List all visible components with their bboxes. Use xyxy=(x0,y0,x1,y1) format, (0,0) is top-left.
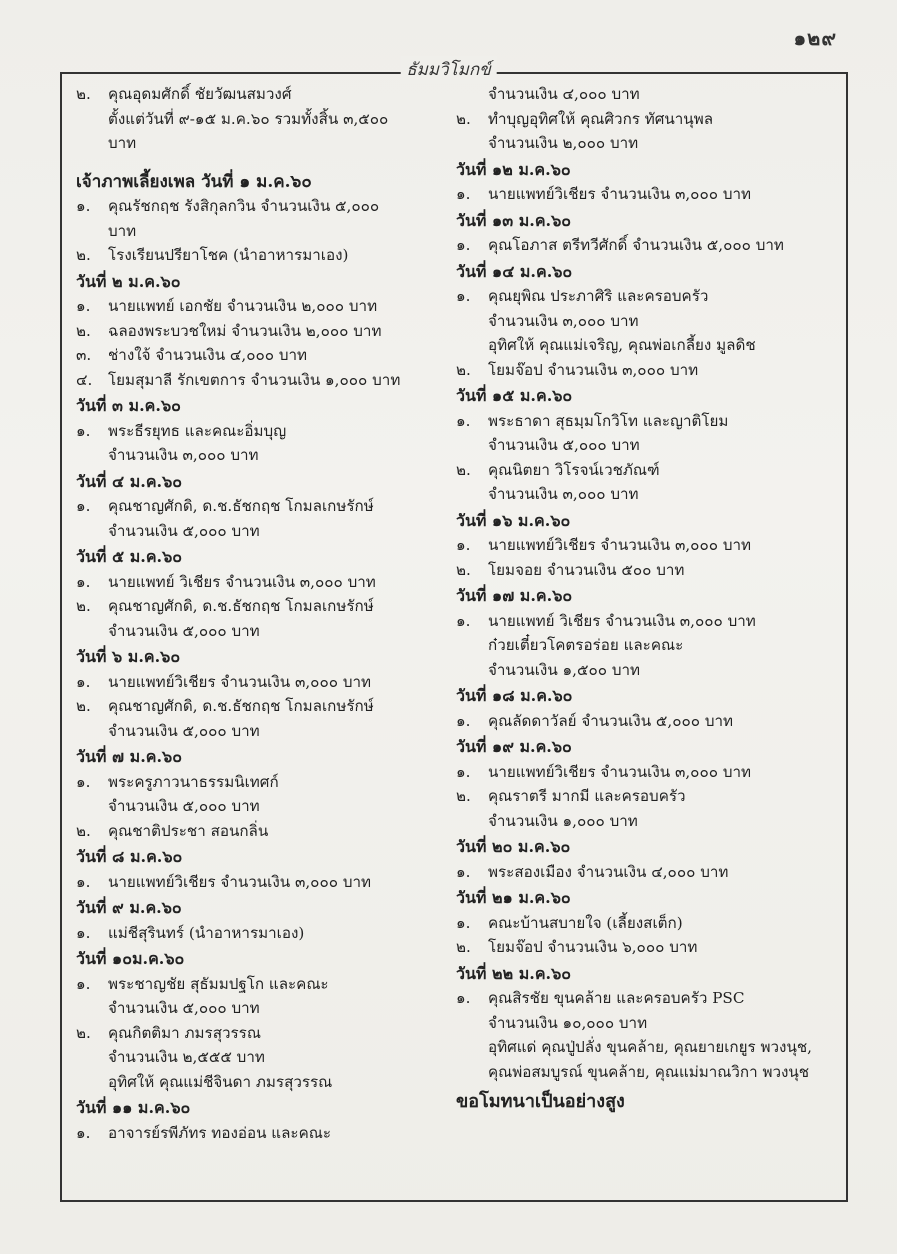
entry-text-continued: อุทิศให้ คุณแม่เจริญ, คุณพ่อเกลี้ยง มูลดิช xyxy=(488,336,756,354)
entry-number: ๓. xyxy=(76,346,92,364)
donation-entry xyxy=(72,82,440,156)
entry-text: คุณกิตติมา ภมรสุวรรณ xyxy=(108,1023,261,1042)
page-number: ๑๒๙ xyxy=(793,26,837,50)
entry-number: ๑. xyxy=(456,185,471,203)
date-heading: วันที่ ๑๒ ม.ค.๖๐ xyxy=(456,159,571,179)
donation-entry xyxy=(72,570,440,595)
donation-entry xyxy=(72,494,440,543)
donation-entry xyxy=(452,935,820,960)
entry-text: นายแพทย์ เอกชัย จำนวนเงิน ๒,๐๐๐ บาท xyxy=(108,297,378,315)
entry-number: ๑. xyxy=(456,762,471,781)
entry-number: ๑. xyxy=(456,536,471,554)
date-heading: วันที่ ๙ ม.ค.๖๐ xyxy=(76,898,182,917)
entry-text: พระชาญชัย สุธัมมปฐโก และคณะ xyxy=(108,974,329,993)
entry-text: ช่างใจ้ จำนวนเงิน ๔,๐๐๐ บาท xyxy=(108,346,308,364)
donation-entry xyxy=(452,458,820,507)
entry-number: ๑. xyxy=(456,611,471,630)
entry-number: ๑. xyxy=(76,572,91,591)
entry-number: ๑. xyxy=(456,236,471,254)
date-heading: วันที่ ๔ ม.ค.๖๐ xyxy=(76,471,183,491)
donation-entry xyxy=(72,972,440,1021)
donation-entry xyxy=(452,760,820,785)
entry-text: นายแพทย์ วิเชียร จำนวนเงิน ๓,๐๐๐ บาท xyxy=(108,572,376,591)
donation-entry xyxy=(452,709,820,734)
entry-number: ๒. xyxy=(76,85,91,103)
donation-entry xyxy=(452,409,820,458)
entry-text: คุณชาญศักดิ, ด.ช.ธัชกฤช โกมลเกษรักษ์ xyxy=(108,697,374,715)
donation-entry xyxy=(72,294,440,319)
closing-text: ขอโมทนาเป็นอย่างสูง xyxy=(456,1091,625,1112)
date-heading: วันที่ ๑๐ม.ค.๖๐ xyxy=(76,949,185,968)
entry-text: นายแพทย์วิเชียร จำนวนเงิน ๓,๐๐๐ บาท xyxy=(488,185,751,203)
entry-number: ๑. xyxy=(456,711,471,730)
donation-entry xyxy=(72,921,440,946)
entry-number: ๔. xyxy=(76,370,93,389)
donation-entry xyxy=(72,343,440,368)
donation-entry xyxy=(72,594,440,643)
donation-entry xyxy=(72,194,440,243)
entry-text: คุณชาญศักดิ, ด.ช.ธัชกฤช โกมลเกษรักษ์ xyxy=(108,497,374,515)
entry-number: ๑. xyxy=(456,862,471,881)
donation-entry xyxy=(452,533,820,558)
date-heading: วันที่ ๑๘ ม.ค.๖๐ xyxy=(456,686,573,705)
entry-number: ๑. xyxy=(456,989,471,1007)
entry-number: ๑. xyxy=(76,923,91,942)
entry-number: ๒. xyxy=(76,597,91,615)
date-heading: วันที่ ๑๗ ม.ค.๖๐ xyxy=(456,586,573,605)
entry-text: คุณยุพิณ ประภาศิริ และครอบครัว xyxy=(488,287,709,305)
entry-text: ทำบุญอุทิศให้ คุณศิวกร ทัศนานุพล xyxy=(488,109,714,128)
entry-text: คุณอุดมศักดิ์ ชัยวัฒนสมวงศ์ xyxy=(108,85,292,103)
entry-text: โยมจ๊อป จำนวนเงิน ๓,๐๐๐ บาท xyxy=(488,360,699,379)
donation-entry xyxy=(72,870,440,895)
entry-text-continued: จำนวนเงิน ๒,๐๐๐ บาท xyxy=(488,134,639,152)
entry-number: ๒. xyxy=(456,560,471,579)
donation-entry xyxy=(452,860,820,885)
entry-text: คุณนิตยา วิโรจน์เวชภัณฑ์ xyxy=(488,460,660,479)
entry-text-continued: จำนวนเงิน ๕,๐๐๐ บาท xyxy=(108,621,260,640)
entry-text: โยมสุมาลี รักเขตการ จำนวนเงิน ๑,๐๐๐ บาท xyxy=(108,370,401,389)
date-heading: วันที่ ๑๖ ม.ค.๖๐ xyxy=(456,510,571,530)
entry-text: แม่ชีสุรินทร์ (นำอาหารมาเอง) xyxy=(108,923,305,942)
entry-text: โรงเรียนปรียาโชค (นำอาหารมาเอง) xyxy=(108,246,349,264)
right-column xyxy=(452,82,820,1115)
entry-number: ๑. xyxy=(76,297,91,315)
date-heading: วันที่ ๒๒ ม.ค.๖๐ xyxy=(456,963,572,983)
entry-text: นายแพทย์วิเชียร จำนวนเงิน ๓,๐๐๐ บาท xyxy=(488,536,751,554)
date-heading: วันที่ ๑๑ ม.ค.๖๐ xyxy=(76,1098,191,1117)
donation-entry xyxy=(72,419,440,468)
donation-entry xyxy=(72,1021,440,1095)
entry-text: คุณชาญศักดิ, ด.ช.ธัชกฤช โกมลเกษรักษ์ xyxy=(108,597,374,615)
entry-text: คุณลัดดาวัลย์ จำนวนเงิน ๕,๐๐๐ บาท xyxy=(488,711,734,730)
entry-text: คุณสิรชัย ขุนคล้าย และครอบครัว PSC xyxy=(488,989,745,1007)
entry-text-continued: ก๋วยเตี๋ยวโคตรอร่อย และคณะ xyxy=(488,636,684,654)
entry-number: ๒. xyxy=(456,109,471,128)
entry-text: นายแพทย์วิเชียร จำนวนเงิน ๓,๐๐๐ บาท xyxy=(108,872,371,891)
entry-number: ๑. xyxy=(76,672,91,691)
donation-entry xyxy=(72,670,440,695)
donation-entry xyxy=(452,284,820,358)
entry-text: โยมจอย จำนวนเงิน ๕๐๐ บาท xyxy=(488,560,685,579)
entry-text-continued: จำนวนเงิน ๔,๐๐๐ บาท xyxy=(488,85,640,103)
entry-number: ๒. xyxy=(456,360,471,379)
entry-text-continued: จำนวนเงิน ๑,๐๐๐ บาท xyxy=(488,811,638,830)
entry-number: ๑. xyxy=(76,974,91,993)
donation-entry xyxy=(72,694,440,743)
date-heading: วันที่ ๗ ม.ค.๖๐ xyxy=(76,747,182,766)
entry-text-continued: บาท xyxy=(108,221,137,240)
entry-text-continued: จำนวนเงิน ๑๐,๐๐๐ บาท xyxy=(488,1013,648,1032)
date-heading: วันที่ ๒ ม.ค.๖๐ xyxy=(76,271,181,291)
donation-entry xyxy=(452,609,820,683)
entry-number: ๑. xyxy=(456,411,471,430)
donation-entry xyxy=(452,182,820,207)
entry-text: พระสองเมือง จำนวนเงิน ๔,๐๐๐ บาท xyxy=(488,862,729,881)
donation-entry xyxy=(72,1121,440,1146)
donation-entry xyxy=(452,558,820,583)
entry-text-continued: จำนวนเงิน ๕,๐๐๐ บาท xyxy=(488,436,640,454)
entry-number: ๑. xyxy=(76,421,91,440)
entry-text: พระธีรยุทธ และคณะอิ่มบุญ xyxy=(108,421,287,440)
date-heading: วันที่ ๒๐ ม.ค.๖๐ xyxy=(456,837,571,856)
entry-number: ๑. xyxy=(76,497,91,515)
entry-text: อาจารย์รพีภัทร ทองอ่อน และคณะ xyxy=(108,1123,331,1142)
entry-text: ฉลองพระบวชใหม่ จำนวนเงิน ๒,๐๐๐ บาท xyxy=(108,321,382,340)
entry-text: โยมจ๊อป จำนวนเงิน ๖,๐๐๐ บาท xyxy=(488,938,698,956)
donation-entry xyxy=(452,107,820,156)
entry-text: คุณรัชกฤช รังสิกุลกวิน จำนวนเงิน ๕,๐๐๐ xyxy=(108,197,380,215)
entry-text-continued: จำนวนเงิน ๕,๐๐๐ บาท xyxy=(108,797,260,815)
donation-entry xyxy=(72,770,440,819)
entry-number: ๑. xyxy=(76,1123,91,1142)
entry-text: คุณชาติประชา สอนกลิ่น xyxy=(108,821,269,840)
entry-text-continued: จำนวนเงิน ๒,๕๕๕ บาท xyxy=(108,1048,265,1066)
donation-entry xyxy=(452,233,820,258)
entry-text-continued: ตั้งแต่วันที่ ๙-๑๕ ม.ค.๖๐ รวมทั้งสิ้น ๓,๕๐๐ xyxy=(108,109,389,128)
entry-text-continued: จำนวนเงิน ๓,๐๐๐ บาท xyxy=(488,485,639,503)
entry-number: ๑. xyxy=(76,772,91,791)
entry-text-continued: จำนวนเงิน ๓,๐๐๐ บาท xyxy=(108,446,259,464)
donation-entry xyxy=(452,911,820,936)
entry-text-continued: จำนวนเงิน ๕,๐๐๐ บาท xyxy=(108,999,260,1017)
date-heading: วันที่ ๘ ม.ค.๖๐ xyxy=(76,847,183,866)
date-heading: วันที่ ๕ ม.ค.๖๐ xyxy=(76,547,183,566)
donation-entry xyxy=(452,358,820,383)
entry-text: นายแพทย์วิเชียร จำนวนเงิน ๓,๐๐๐ บาท xyxy=(108,672,371,691)
donation-entry xyxy=(452,986,820,1084)
entry-number: ๑. xyxy=(76,197,91,215)
date-heading: วันที่ ๑๔ ม.ค.๖๐ xyxy=(456,261,573,281)
entry-text: คณะบ้านสบายใจ (เลี้ยงสเต็ก) xyxy=(488,913,683,932)
entry-text-continued: จำนวนเงิน ๕,๐๐๐ บาท xyxy=(108,721,260,740)
header-title: ธัมมวิโมกข์ xyxy=(400,56,497,83)
date-heading: วันที่ ๑๙ ม.ค.๖๐ xyxy=(456,737,572,756)
entry-text: นายแพทย์วิเชียร จำนวนเงิน ๓,๐๐๐ บาท xyxy=(488,762,751,781)
entry-text: นายแพทย์ วิเชียร จำนวนเงิน ๓,๐๐๐ บาท xyxy=(488,611,756,630)
entry-number: ๒. xyxy=(76,321,91,340)
entry-text-continued: จำนวนเงิน ๓,๐๐๐ บาท xyxy=(488,311,639,330)
left-column xyxy=(72,82,440,1145)
date-heading: วันที่ ๓ ม.ค.๖๐ xyxy=(76,396,181,415)
entry-text-continued: บาท xyxy=(108,134,137,152)
entry-text-continued: อุทิศแด่ คุณปู่ปลั่ง ขุนคล้าย, คุณยายเกยูร พวงนุช, xyxy=(488,1038,812,1056)
entry-text-continued: อุทิศให้ คุณแม่ชีจินดา ภมรสุวรรณ xyxy=(108,1072,333,1091)
entry-text: พระครูภาวนาธรรมนิเทศก์ xyxy=(108,772,279,791)
date-heading: วันที่ ๖ ม.ค.๖๐ xyxy=(76,647,181,666)
date-heading: วันที่ ๒๑ ม.ค.๖๐ xyxy=(456,888,571,907)
entry-number: ๒. xyxy=(456,938,471,956)
donation-entry xyxy=(72,319,440,344)
entry-text-continued: จำนวนเงิน ๕,๐๐๐ บาท xyxy=(108,521,260,540)
entry-number: ๒. xyxy=(456,787,471,805)
date-heading: วันที่ ๑๓ ม.ค.๖๐ xyxy=(456,210,572,230)
entry-text-continued: จำนวนเงิน ๑,๕๐๐ บาท xyxy=(488,660,641,679)
entry-text: พระธาดา สุธมฺมโกวิโท และญาติโยม xyxy=(488,411,729,430)
donation-entry xyxy=(72,368,440,393)
entry-text: คุณราตรี มากมี และครอบครัว xyxy=(488,787,686,805)
donation-entry xyxy=(72,819,440,844)
donation-entry xyxy=(72,243,440,268)
entry-number: ๑. xyxy=(456,287,471,305)
entry-text-continued: คุณพ่อสมบูรณ์ ขุนคล้าย, คุณแม่มาณวิกา พวงนุช xyxy=(488,1062,810,1081)
date-heading: วันที่ ๑๕ ม.ค.๖๐ xyxy=(456,386,573,405)
entry-number: ๒. xyxy=(76,697,91,715)
section-heading: เจ้าภาพเลี้ยงเพล วันที่ ๑ ม.ค.๖๐ xyxy=(76,171,312,192)
entry-number: ๑. xyxy=(76,872,91,891)
entry-number: ๒. xyxy=(456,460,471,479)
entry-number: ๒. xyxy=(76,246,91,264)
entry-number: ๒. xyxy=(76,1023,91,1042)
entry-number: ๒. xyxy=(76,821,91,840)
donation-entry xyxy=(452,784,820,833)
entry-number: ๑. xyxy=(456,913,471,932)
entry-text: คุณโอภาส ตรีทวีศักดิ์ จำนวนเงิน ๕,๐๐๐ บาท xyxy=(488,236,784,254)
